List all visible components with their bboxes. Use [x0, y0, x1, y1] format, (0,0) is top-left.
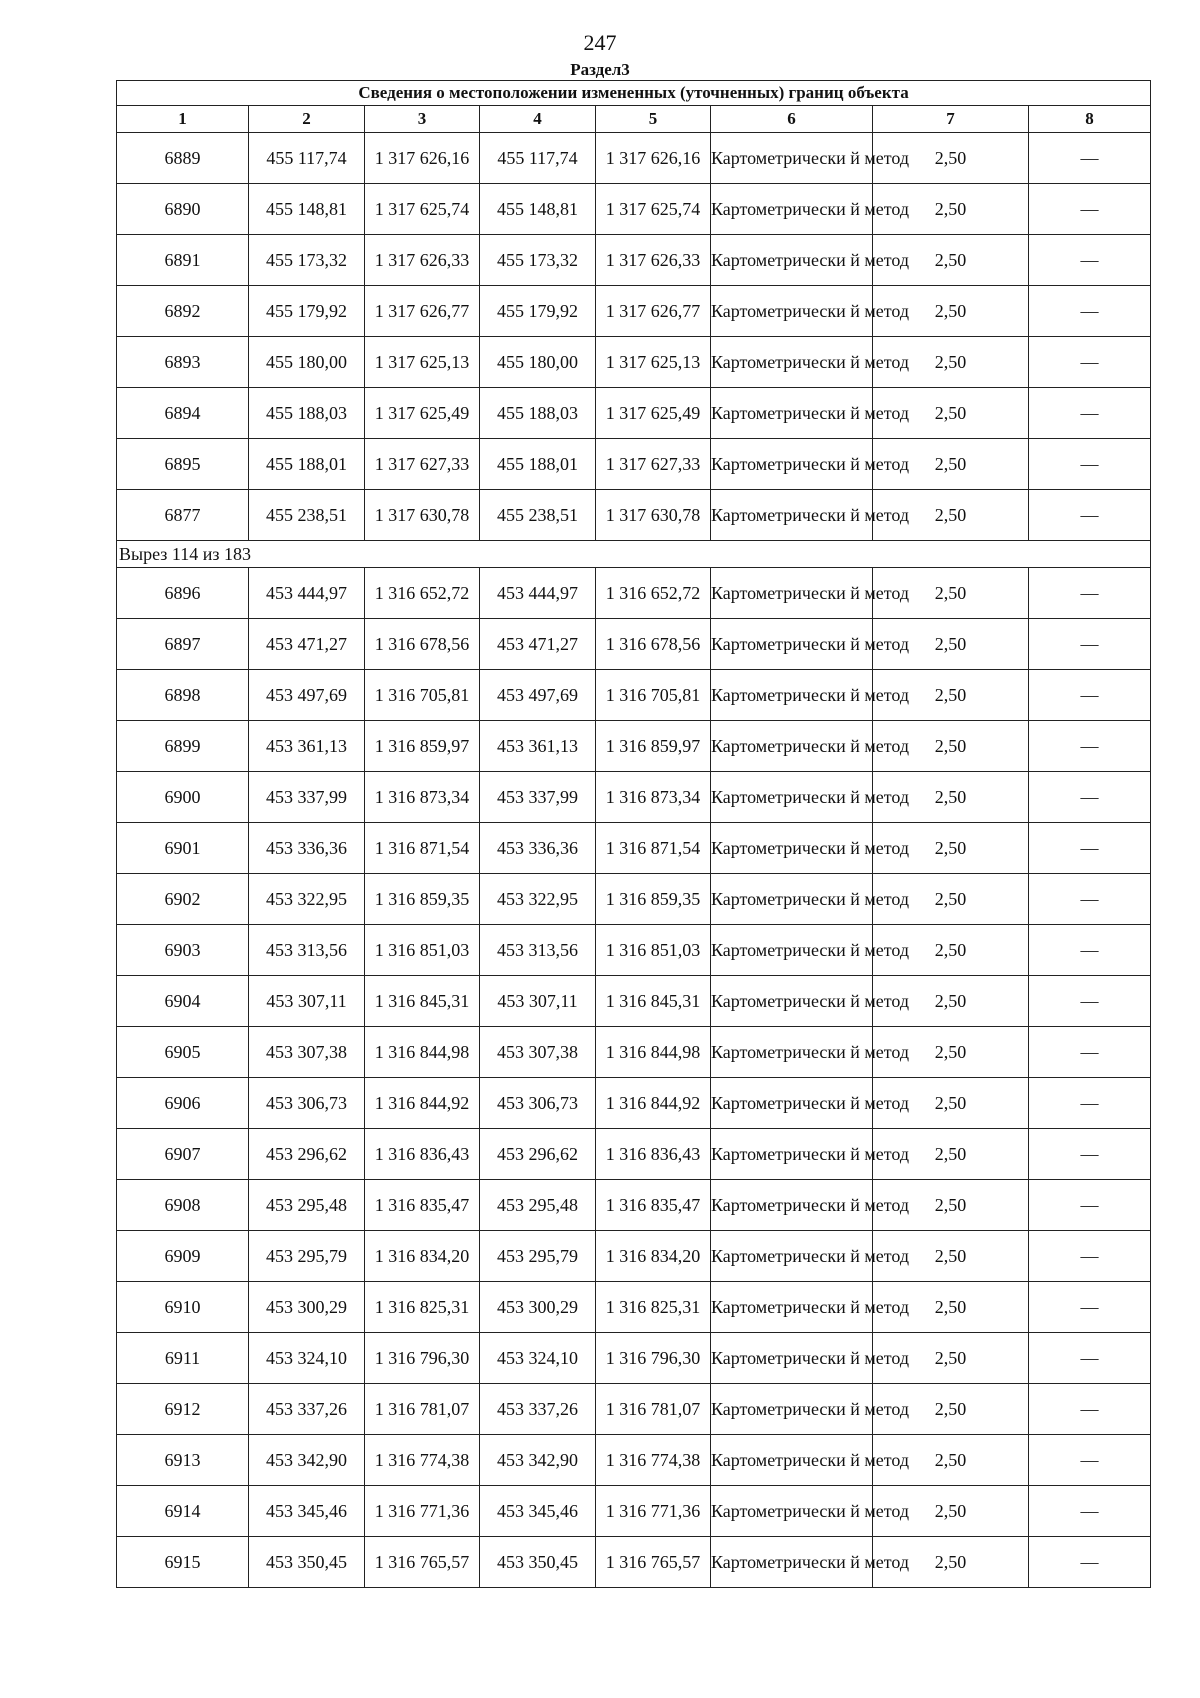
x-new-cell: 453 324,10: [480, 1333, 596, 1384]
y-old-cell: 1 316 873,34: [365, 772, 480, 823]
accuracy-cell: 2,50: [873, 619, 1029, 670]
point-number-cell: 6897: [117, 619, 249, 670]
note-cell: —: [1029, 1537, 1151, 1588]
accuracy-cell: 2,50: [873, 184, 1029, 235]
table-row: [117, 874, 1151, 925]
note-cell: —: [1029, 772, 1151, 823]
accuracy-cell: 2,50: [873, 568, 1029, 619]
table-row: [117, 1486, 1151, 1537]
y-new-cell: 1 317 625,13: [596, 337, 711, 388]
point-number-cell: 6896: [117, 568, 249, 619]
method-cell: Картометрически й метод: [711, 721, 873, 772]
table-row: [117, 721, 1151, 772]
y-old-cell: 1 317 626,33: [365, 235, 480, 286]
y-new-cell: 1 317 626,16: [596, 133, 711, 184]
table-title-row: [117, 81, 1151, 106]
method-cell: Картометрически й метод: [711, 1027, 873, 1078]
y-new-cell: 1 316 844,98: [596, 1027, 711, 1078]
table-row: [117, 1129, 1151, 1180]
table-row: [117, 1180, 1151, 1231]
table-row: [117, 388, 1151, 439]
column-number-row: [117, 106, 1151, 133]
x-old-cell: 453 307,38: [249, 1027, 365, 1078]
y-old-cell: 1 316 859,35: [365, 874, 480, 925]
method-cell: Картометрически й метод: [711, 772, 873, 823]
point-number-cell: 6903: [117, 925, 249, 976]
y-old-cell: 1 317 626,16: [365, 133, 480, 184]
y-old-cell: 1 316 836,43: [365, 1129, 480, 1180]
table-row: [117, 1435, 1151, 1486]
accuracy-cell: 2,50: [873, 1333, 1029, 1384]
point-number-cell: 6909: [117, 1231, 249, 1282]
accuracy-cell: 2,50: [873, 1027, 1029, 1078]
accuracy-cell: 2,50: [873, 1180, 1029, 1231]
note-cell: —: [1029, 568, 1151, 619]
x-new-cell: 453 295,79: [480, 1231, 596, 1282]
x-old-cell: 455 238,51: [249, 490, 365, 541]
y-old-cell: 1 317 627,33: [365, 439, 480, 490]
y-old-cell: 1 317 625,13: [365, 337, 480, 388]
y-old-cell: 1 316 678,56: [365, 619, 480, 670]
table-row: [117, 439, 1151, 490]
note-cell: —: [1029, 286, 1151, 337]
note-cell: —: [1029, 1129, 1151, 1180]
table-row: [117, 1231, 1151, 1282]
y-new-cell: 1 317 626,77: [596, 286, 711, 337]
point-number-cell: 6899: [117, 721, 249, 772]
accuracy-cell: 2,50: [873, 1537, 1029, 1588]
x-new-cell: 453 350,45: [480, 1537, 596, 1588]
accuracy-cell: 2,50: [873, 721, 1029, 772]
x-new-cell: 453 471,27: [480, 619, 596, 670]
y-new-cell: 1 316 845,31: [596, 976, 711, 1027]
note-cell: —: [1029, 1231, 1151, 1282]
note-cell: —: [1029, 490, 1151, 541]
x-old-cell: 453 307,11: [249, 976, 365, 1027]
note-cell: —: [1029, 388, 1151, 439]
note-cell: —: [1029, 619, 1151, 670]
note-cell: —: [1029, 1435, 1151, 1486]
accuracy-cell: 2,50: [873, 1384, 1029, 1435]
table-row: [117, 235, 1151, 286]
table-row: [117, 1027, 1151, 1078]
y-old-cell: 1 316 859,97: [365, 721, 480, 772]
table-body: [117, 133, 1151, 1588]
x-new-cell: 455 148,81: [480, 184, 596, 235]
method-cell: Картометрически й метод: [711, 490, 873, 541]
y-old-cell: 1 316 781,07: [365, 1384, 480, 1435]
point-number-cell: 6898: [117, 670, 249, 721]
x-old-cell: 453 337,26: [249, 1384, 365, 1435]
x-old-cell: 453 337,99: [249, 772, 365, 823]
x-old-cell: 455 188,01: [249, 439, 365, 490]
accuracy-cell: 2,50: [873, 772, 1029, 823]
note-cell: —: [1029, 823, 1151, 874]
table-row: [117, 184, 1151, 235]
y-new-cell: 1 316 825,31: [596, 1282, 711, 1333]
table-title: Сведения о местоположении измененных (уточненных) границ объекта: [117, 81, 1151, 106]
column-header: 1: [117, 106, 249, 133]
x-new-cell: 455 188,01: [480, 439, 596, 490]
page-number: 247: [583, 30, 617, 55]
x-new-cell: 455 179,92: [480, 286, 596, 337]
x-old-cell: 455 179,92: [249, 286, 365, 337]
y-new-cell: 1 317 630,78: [596, 490, 711, 541]
x-new-cell: 453 444,97: [480, 568, 596, 619]
y-old-cell: 1 316 771,36: [365, 1486, 480, 1537]
table-row: [117, 1282, 1151, 1333]
y-old-cell: 1 316 705,81: [365, 670, 480, 721]
x-new-cell: 453 313,56: [480, 925, 596, 976]
y-old-cell: 1 316 834,20: [365, 1231, 480, 1282]
y-old-cell: 1 316 844,98: [365, 1027, 480, 1078]
x-old-cell: 453 342,90: [249, 1435, 365, 1486]
x-new-cell: 453 336,36: [480, 823, 596, 874]
y-new-cell: 1 316 765,57: [596, 1537, 711, 1588]
point-number-cell: 6902: [117, 874, 249, 925]
y-old-cell: 1 316 844,92: [365, 1078, 480, 1129]
x-old-cell: 455 173,32: [249, 235, 365, 286]
x-new-cell: 453 497,69: [480, 670, 596, 721]
note-cell: —: [1029, 925, 1151, 976]
coordinates-table: [116, 80, 1151, 1588]
section-title: Раздел3: [570, 60, 630, 79]
y-new-cell: 1 317 627,33: [596, 439, 711, 490]
column-header: 3: [365, 106, 480, 133]
y-old-cell: 1 316 835,47: [365, 1180, 480, 1231]
x-new-cell: 455 238,51: [480, 490, 596, 541]
y-new-cell: 1 317 625,49: [596, 388, 711, 439]
note-cell: —: [1029, 184, 1151, 235]
x-old-cell: 453 306,73: [249, 1078, 365, 1129]
x-old-cell: 453 313,56: [249, 925, 365, 976]
point-number-cell: 6889: [117, 133, 249, 184]
column-header: 4: [480, 106, 596, 133]
y-new-cell: 1 316 836,43: [596, 1129, 711, 1180]
table-row: [117, 1384, 1151, 1435]
method-cell: Картометрически й метод: [711, 568, 873, 619]
accuracy-cell: 2,50: [873, 925, 1029, 976]
table-row: [117, 490, 1151, 541]
table-row: [117, 337, 1151, 388]
table-row: [117, 670, 1151, 721]
y-new-cell: 1 316 859,35: [596, 874, 711, 925]
point-number-cell: 6914: [117, 1486, 249, 1537]
point-number-cell: 6893: [117, 337, 249, 388]
method-cell: Картометрически й метод: [711, 286, 873, 337]
x-old-cell: 453 345,46: [249, 1486, 365, 1537]
column-header: 8: [1029, 106, 1151, 133]
x-new-cell: 453 306,73: [480, 1078, 596, 1129]
accuracy-cell: 2,50: [873, 337, 1029, 388]
x-new-cell: 455 180,00: [480, 337, 596, 388]
y-old-cell: 1 316 765,57: [365, 1537, 480, 1588]
x-old-cell: 453 295,48: [249, 1180, 365, 1231]
method-cell: Картометрически й метод: [711, 976, 873, 1027]
y-old-cell: 1 316 845,31: [365, 976, 480, 1027]
point-number-cell: 6890: [117, 184, 249, 235]
method-cell: Картометрически й метод: [711, 1333, 873, 1384]
table-row: [117, 823, 1151, 874]
x-old-cell: 455 188,03: [249, 388, 365, 439]
method-cell: Картометрически й метод: [711, 619, 873, 670]
x-new-cell: 453 295,48: [480, 1180, 596, 1231]
note-cell: —: [1029, 670, 1151, 721]
point-number-cell: 6894: [117, 388, 249, 439]
y-old-cell: 1 316 774,38: [365, 1435, 480, 1486]
y-new-cell: 1 316 705,81: [596, 670, 711, 721]
y-new-cell: 1 316 774,38: [596, 1435, 711, 1486]
y-new-cell: 1 316 834,20: [596, 1231, 711, 1282]
note-cell: —: [1029, 1384, 1151, 1435]
note-cell: —: [1029, 1180, 1151, 1231]
y-new-cell: 1 316 859,97: [596, 721, 711, 772]
x-old-cell: 453 322,95: [249, 874, 365, 925]
table-row: [117, 1537, 1151, 1588]
note-cell: —: [1029, 874, 1151, 925]
y-new-cell: 1 316 678,56: [596, 619, 711, 670]
x-new-cell: 453 342,90: [480, 1435, 596, 1486]
method-cell: Картометрически й метод: [711, 1078, 873, 1129]
x-new-cell: 455 188,03: [480, 388, 596, 439]
accuracy-cell: 2,50: [873, 874, 1029, 925]
accuracy-cell: 2,50: [873, 1282, 1029, 1333]
y-old-cell: 1 317 626,77: [365, 286, 480, 337]
x-old-cell: 453 296,62: [249, 1129, 365, 1180]
method-cell: Картометрически й метод: [711, 1231, 873, 1282]
column-header: 7: [873, 106, 1029, 133]
y-new-cell: 1 317 625,74: [596, 184, 711, 235]
x-old-cell: 453 336,36: [249, 823, 365, 874]
x-new-cell: 453 345,46: [480, 1486, 596, 1537]
x-new-cell: 455 117,74: [480, 133, 596, 184]
method-cell: Картометрически й метод: [711, 1384, 873, 1435]
table-row: [117, 619, 1151, 670]
y-old-cell: 1 317 625,49: [365, 388, 480, 439]
accuracy-cell: 2,50: [873, 1435, 1029, 1486]
method-cell: Картометрически й метод: [711, 133, 873, 184]
x-new-cell: 453 337,99: [480, 772, 596, 823]
method-cell: Картометрически й метод: [711, 337, 873, 388]
y-new-cell: 1 316 835,47: [596, 1180, 711, 1231]
method-cell: Картометрически й метод: [711, 1435, 873, 1486]
y-new-cell: 1 316 871,54: [596, 823, 711, 874]
point-number-cell: 6905: [117, 1027, 249, 1078]
note-cell: —: [1029, 1333, 1151, 1384]
point-number-cell: 6901: [117, 823, 249, 874]
x-old-cell: 455 180,00: [249, 337, 365, 388]
x-old-cell: 453 497,69: [249, 670, 365, 721]
x-new-cell: 453 296,62: [480, 1129, 596, 1180]
y-new-cell: 1 316 851,03: [596, 925, 711, 976]
y-new-cell: 1 317 626,33: [596, 235, 711, 286]
y-old-cell: 1 316 652,72: [365, 568, 480, 619]
accuracy-cell: 2,50: [873, 439, 1029, 490]
table-row: [117, 133, 1151, 184]
section-cut-row: [117, 541, 1151, 568]
x-new-cell: 453 307,11: [480, 976, 596, 1027]
note-cell: —: [1029, 1282, 1151, 1333]
section-cut-label: Вырез 114 из 183: [117, 541, 1151, 568]
y-old-cell: 1 316 871,54: [365, 823, 480, 874]
x-old-cell: 453 444,97: [249, 568, 365, 619]
accuracy-cell: 2,50: [873, 388, 1029, 439]
accuracy-cell: 2,50: [873, 235, 1029, 286]
column-header: 2: [249, 106, 365, 133]
accuracy-cell: 2,50: [873, 823, 1029, 874]
x-old-cell: 453 350,45: [249, 1537, 365, 1588]
accuracy-cell: 2,50: [873, 1129, 1029, 1180]
x-old-cell: 453 361,13: [249, 721, 365, 772]
column-header: 5: [596, 106, 711, 133]
x-old-cell: 453 295,79: [249, 1231, 365, 1282]
x-new-cell: 455 173,32: [480, 235, 596, 286]
method-cell: Картометрически й метод: [711, 1282, 873, 1333]
point-number-cell: 6900: [117, 772, 249, 823]
method-cell: Картометрически й метод: [711, 235, 873, 286]
accuracy-cell: 2,50: [873, 133, 1029, 184]
accuracy-cell: 2,50: [873, 670, 1029, 721]
y-new-cell: 1 316 771,36: [596, 1486, 711, 1537]
method-cell: Картометрически й метод: [711, 874, 873, 925]
y-new-cell: 1 316 652,72: [596, 568, 711, 619]
method-cell: Картометрически й метод: [711, 1537, 873, 1588]
note-cell: —: [1029, 721, 1151, 772]
y-old-cell: 1 316 825,31: [365, 1282, 480, 1333]
x-old-cell: 453 471,27: [249, 619, 365, 670]
method-cell: Картометрически й метод: [711, 184, 873, 235]
note-cell: —: [1029, 1027, 1151, 1078]
method-cell: Картометрически й метод: [711, 670, 873, 721]
x-new-cell: 453 361,13: [480, 721, 596, 772]
method-cell: Картометрически й метод: [711, 1180, 873, 1231]
y-old-cell: 1 317 630,78: [365, 490, 480, 541]
point-number-cell: 6895: [117, 439, 249, 490]
x-new-cell: 453 307,38: [480, 1027, 596, 1078]
accuracy-cell: 2,50: [873, 1231, 1029, 1282]
point-number-cell: 6907: [117, 1129, 249, 1180]
note-cell: —: [1029, 1078, 1151, 1129]
point-number-cell: 6915: [117, 1537, 249, 1588]
point-number-cell: 6904: [117, 976, 249, 1027]
point-number-cell: 6908: [117, 1180, 249, 1231]
accuracy-cell: 2,50: [873, 286, 1029, 337]
method-cell: Картометрически й метод: [711, 1129, 873, 1180]
point-number-cell: 6906: [117, 1078, 249, 1129]
method-cell: Картометрически й метод: [711, 388, 873, 439]
table-row: [117, 925, 1151, 976]
y-new-cell: 1 316 844,92: [596, 1078, 711, 1129]
note-cell: —: [1029, 337, 1151, 388]
x-new-cell: 453 322,95: [480, 874, 596, 925]
note-cell: —: [1029, 439, 1151, 490]
table-row: [117, 568, 1151, 619]
note-cell: —: [1029, 235, 1151, 286]
y-old-cell: 1 316 796,30: [365, 1333, 480, 1384]
point-number-cell: 6910: [117, 1282, 249, 1333]
note-cell: —: [1029, 976, 1151, 1027]
point-number-cell: 6911: [117, 1333, 249, 1384]
point-number-cell: 6913: [117, 1435, 249, 1486]
accuracy-cell: 2,50: [873, 1078, 1029, 1129]
accuracy-cell: 2,50: [873, 1486, 1029, 1537]
table-row: [117, 772, 1151, 823]
table-row: [117, 286, 1151, 337]
y-new-cell: 1 316 781,07: [596, 1384, 711, 1435]
x-old-cell: 455 117,74: [249, 133, 365, 184]
x-old-cell: 453 300,29: [249, 1282, 365, 1333]
method-cell: Картометрически й метод: [711, 1486, 873, 1537]
x-old-cell: 453 324,10: [249, 1333, 365, 1384]
y-new-cell: 1 316 796,30: [596, 1333, 711, 1384]
accuracy-cell: 2,50: [873, 490, 1029, 541]
method-cell: Картометрически й метод: [711, 925, 873, 976]
note-cell: —: [1029, 133, 1151, 184]
table-row: [117, 1333, 1151, 1384]
point-number-cell: 6891: [117, 235, 249, 286]
table-row: [117, 1078, 1151, 1129]
y-old-cell: 1 317 625,74: [365, 184, 480, 235]
note-cell: —: [1029, 1486, 1151, 1537]
method-cell: Картометрически й метод: [711, 823, 873, 874]
point-number-cell: 6877: [117, 490, 249, 541]
accuracy-cell: 2,50: [873, 976, 1029, 1027]
x-old-cell: 455 148,81: [249, 184, 365, 235]
method-cell: Картометрически й метод: [711, 439, 873, 490]
table-row: [117, 976, 1151, 1027]
y-old-cell: 1 316 851,03: [365, 925, 480, 976]
y-new-cell: 1 316 873,34: [596, 772, 711, 823]
column-header: 6: [711, 106, 873, 133]
point-number-cell: 6912: [117, 1384, 249, 1435]
x-new-cell: 453 337,26: [480, 1384, 596, 1435]
x-new-cell: 453 300,29: [480, 1282, 596, 1333]
point-number-cell: 6892: [117, 286, 249, 337]
